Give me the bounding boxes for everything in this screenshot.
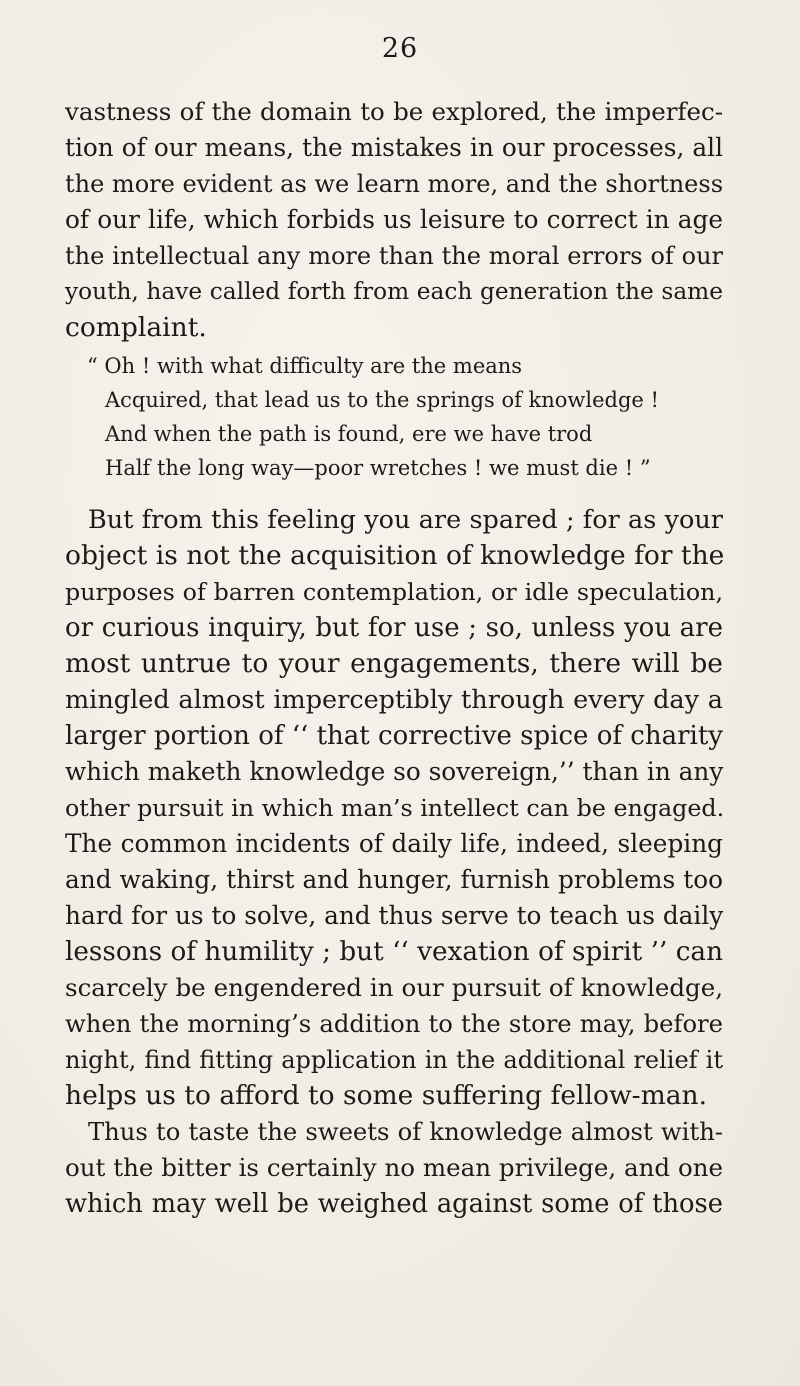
body-line: complaint. [65,312,207,343]
body-line: mingled almost imperceptibly through every day a [65,685,723,715]
body-line: But from this feeling you are spared ; for as your [88,505,723,535]
verse-line: “ Oh ! with what difficulty are the means [87,354,523,378]
body-line: and waking, thirst and hunger, furnish problems too [65,865,723,894]
body-line: lessons of humility ; but ‘‘ vexation of spirit ’’ can [65,937,723,967]
body-line: larger portion of ‘‘ that corrective spice of charity [65,721,723,751]
body-line: night, find fitting application in the additional relief it [65,1046,723,1074]
body-line: scarcely be engendered in our pursuit of knowledge, [65,973,723,1002]
body-line: of our life, which forbids us leisure to correct in age [65,205,723,234]
body-line: the intellectual any more than the moral errors of our [65,242,723,270]
body-line: youth, have called forth from each generation the same [65,278,723,305]
body-line: which maketh knowledge so sovereign,’’ than in any [65,757,724,786]
body-line: The common incidents of daily life, indeed, sleeping [65,829,723,858]
verse-line: Half the long way—poor wretches ! we must die ! ” [105,456,651,480]
body-line: hard for us to solve, and thus serve to teach us daily [65,901,724,930]
body-line: when the morning’s addition to the store may, before [65,1009,723,1038]
body-line: other pursuit in which man’s intellect can be engaged. [65,794,725,822]
body-line: the more evident as we learn more, and the shortness [65,170,724,198]
body-line: out the bitter is certainly no mean privilege, and one [65,1153,723,1182]
verse-line: And when the path is found, ere we have trod [105,422,593,446]
verse-line: Acquired, that lead us to the springs of knowledge ! [105,388,659,412]
body-line: helps us to afford to some suffering fellow-man. [65,1080,708,1111]
body-line: tion of our means, the mistakes in our processes, all [65,133,723,162]
body-line: which may well be weighed against some of those [65,1189,723,1219]
body-line: vastness of the domain to be explored, the imperfec- [65,97,723,126]
body-line: or curious inquiry, but for use ; so, unless you are [65,613,723,643]
body-line: purposes of barren contemplation, or idle speculation, [65,578,723,606]
body-line: most untrue to your engagements, there will be [65,648,723,679]
body-line: Thus to taste the sweets of knowledge almost with- [88,1117,723,1146]
page-number: 26 [381,33,419,64]
body-line: object is not the acquisition of knowledge for the [65,540,725,571]
